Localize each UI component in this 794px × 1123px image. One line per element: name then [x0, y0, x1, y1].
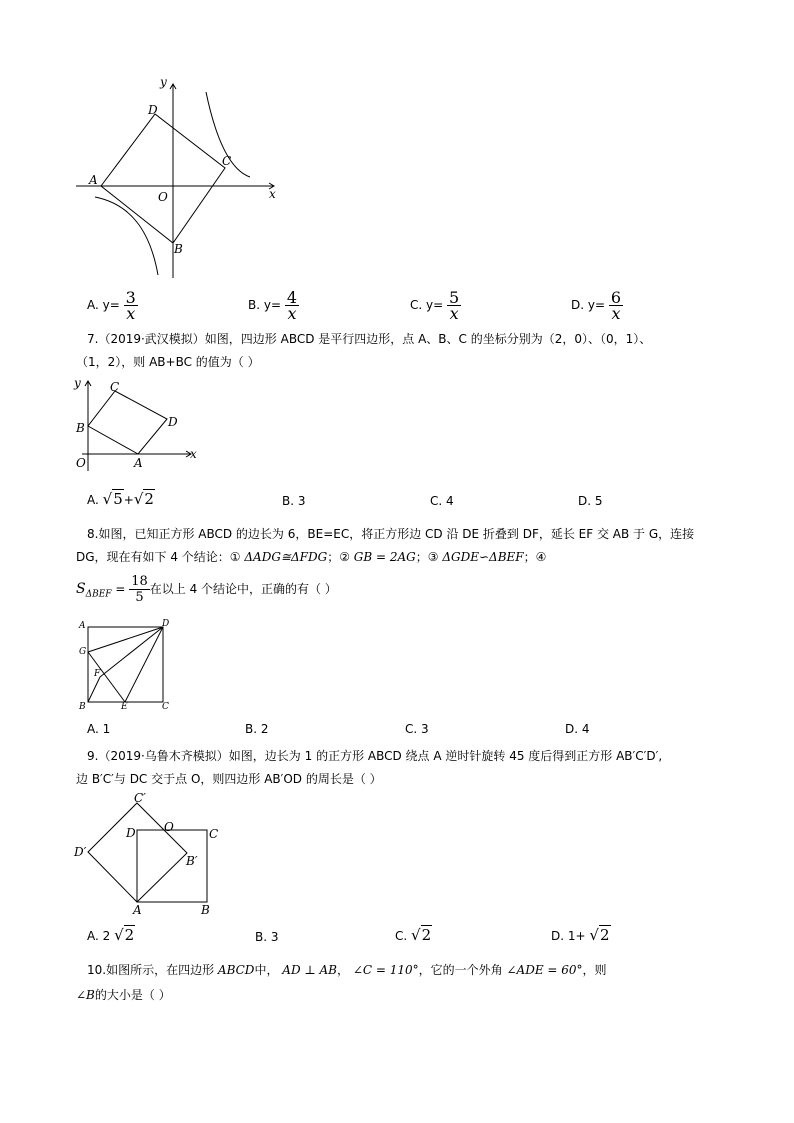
radicand: 2 — [421, 926, 432, 944]
q8-text-line1: 8.如图，已知正方形 ABCD 的边长为 6，BE=EC，将正方形边 CD 沿 DE 折叠到 DF，延长 EF 交 AB 于 G，连接 — [87, 527, 695, 541]
separator: ；② — [327, 550, 350, 564]
point-c-prime-label: C′ — [134, 791, 146, 805]
sqrt: √2 — [133, 490, 154, 508]
point-o-label: O — [164, 820, 174, 834]
conclusion-3: ΔGDE∽ΔBEF — [442, 550, 524, 564]
point-d-label: D — [148, 103, 158, 117]
q9-option-b: B. 3 — [255, 930, 279, 944]
quadrilateral-name: ABCD — [217, 963, 255, 977]
q8-text-line3 — [76, 574, 337, 605]
angle-b: ∠B — [76, 988, 95, 1002]
q7-text-line2: （1，2），则 AB+BC 的值为（ ） — [76, 355, 260, 369]
q10-text: ，它的一个外角 — [418, 963, 503, 977]
fraction — [285, 290, 299, 321]
point-a-label: A — [134, 456, 143, 470]
segment-bf — [88, 677, 100, 702]
option-c-prefix: C. — [395, 929, 408, 943]
sqrt: √2 — [114, 926, 135, 944]
q10-text-line1 — [87, 963, 607, 977]
conclusion-2: GB = 2AG — [353, 550, 416, 564]
numerator: 6 — [610, 288, 622, 307]
option-d-prefix: D. 1+ — [551, 929, 586, 943]
point-a-label: A — [133, 903, 142, 917]
q7-option-a — [87, 492, 155, 507]
sqrt: √2 — [589, 926, 610, 944]
hyperbola-branch-lower — [95, 197, 158, 275]
q10-text-line2 — [76, 988, 171, 1002]
point-a-label: A — [89, 173, 98, 187]
point-b-label: B — [174, 242, 183, 256]
point-b-label: B — [79, 702, 86, 712]
axis-y-label: y — [160, 75, 167, 89]
plus-sign: + — [123, 493, 134, 507]
q9-figure — [72, 790, 222, 920]
radicand: 2 — [144, 490, 154, 508]
q6-figure — [70, 70, 290, 285]
q6-option-b — [248, 290, 299, 321]
q8-line3-suffix: 在以上 4 个结论中，正确的有（ ） — [149, 582, 337, 596]
sqrt: √5 — [102, 490, 123, 508]
point-b-prime-label: B′ — [186, 854, 198, 868]
fraction — [129, 574, 150, 605]
q10-prefix: 10.如图所示，在四边形 — [87, 963, 215, 977]
q10-text: ，则 — [582, 963, 607, 977]
perpendicular-condition: AD ⊥ AB — [282, 963, 337, 977]
point-g-label: G — [79, 647, 87, 657]
parallelogram-abcd — [88, 391, 167, 454]
radicand: 5 — [113, 490, 123, 508]
radicand: 2 — [599, 926, 610, 944]
numerator: 18 — [131, 574, 148, 589]
area-subscript: ΔBEF — [85, 589, 112, 600]
q6-option-a — [87, 290, 138, 321]
denominator: 5 — [135, 590, 144, 605]
equals-sign: = — [115, 582, 126, 596]
point-a-label: A — [79, 621, 86, 631]
q9-text-line2: 边 B′C′与 DC 交于点 O，则四边形 AB′OD 的周长是（ ） — [76, 772, 382, 786]
origin-label: O — [76, 456, 86, 470]
option-b-prefix: B. y= — [248, 298, 282, 312]
option-d-prefix: D. y= — [571, 298, 606, 312]
q8-option-c: C. 3 — [405, 722, 429, 736]
point-d-label: D — [126, 826, 136, 840]
q8-option-d: D. 4 — [565, 722, 590, 736]
numerator: 4 — [286, 288, 298, 307]
point-e-label: E — [121, 702, 128, 712]
q7-option-b: B. 3 — [282, 494, 306, 508]
axis-x-label: x — [190, 447, 197, 461]
segment-df — [100, 627, 163, 677]
area-symbol: S — [76, 581, 86, 597]
denominator: x — [611, 304, 621, 323]
q10-text: ， — [336, 963, 349, 977]
sqrt: √2 — [411, 926, 432, 944]
point-d-prime-label: D′ — [74, 845, 87, 859]
q8-option-a: A. 1 — [87, 722, 111, 736]
denominator: x — [287, 304, 297, 323]
rhombus-abcd — [101, 114, 225, 243]
axis-x-label: x — [269, 187, 276, 201]
fraction — [124, 290, 138, 321]
point-d-label: D — [168, 415, 178, 429]
q9-text-line1: 9.（2019·乌鲁木齐模拟）如图，边长为 1 的正方形 ABCD 绕点 A 逆时针旋转 45 度后得到正方形 AB′C′D′, — [87, 749, 663, 763]
option-a-prefix: A. y= — [87, 298, 120, 312]
q8-option-b: B. 2 — [245, 722, 269, 736]
origin-label: O — [158, 190, 168, 204]
q7-figure — [72, 375, 202, 475]
point-b-label: B — [76, 421, 85, 435]
fraction — [447, 290, 461, 321]
separator: ；④ — [523, 550, 547, 564]
q9-option-a — [87, 928, 135, 943]
option-c-prefix: C. y= — [410, 298, 444, 312]
fraction — [609, 290, 623, 321]
q7-option-c: C. 4 — [430, 494, 454, 508]
radicand: 2 — [124, 926, 135, 944]
angle-c-condition: ∠C = 110° — [352, 963, 419, 977]
option-a-prefix: A. 2 — [87, 929, 111, 943]
exterior-angle-condition: ∠ADE = 60° — [506, 963, 583, 977]
axis-y-label: y — [74, 376, 81, 390]
point-f-label: F — [94, 669, 101, 679]
numerator: 5 — [449, 288, 460, 307]
separator: ；③ — [415, 550, 439, 564]
point-b-label: B — [201, 903, 210, 917]
denominator: x — [449, 304, 459, 323]
option-a-prefix: A. — [87, 493, 99, 507]
q8-figure — [76, 615, 186, 715]
point-c-label: C — [162, 702, 169, 712]
q10-line2-suffix: 的大小是（ ） — [94, 988, 171, 1002]
q7-option-d: D. 5 — [578, 494, 603, 508]
q8-text-line2 — [76, 550, 546, 564]
q6-option-d — [571, 290, 623, 321]
denominator: x — [126, 304, 136, 323]
conclusion-1: ΔADG≅ΔFDG — [244, 550, 328, 564]
q10-text: 中， — [254, 963, 279, 977]
q8-line2-prefix: DG，现在有如下 4 个结论：① — [76, 550, 241, 564]
numerator: 3 — [125, 288, 136, 307]
q7-text-line1: 7.（2019·武汉模拟）如图，四边形 ABCD 是平行四边形，点 A、B、C 的坐标分别为（2，0）、（0，1）、 — [87, 332, 652, 346]
q9-option-c — [395, 928, 432, 943]
q6-option-c — [410, 290, 461, 321]
q9-option-d — [551, 928, 611, 943]
point-c-label: C — [209, 827, 219, 841]
point-c-label: C — [222, 154, 232, 168]
point-d-label: D — [162, 619, 170, 629]
square-abcd — [88, 627, 163, 702]
point-c-label: C — [110, 380, 120, 394]
